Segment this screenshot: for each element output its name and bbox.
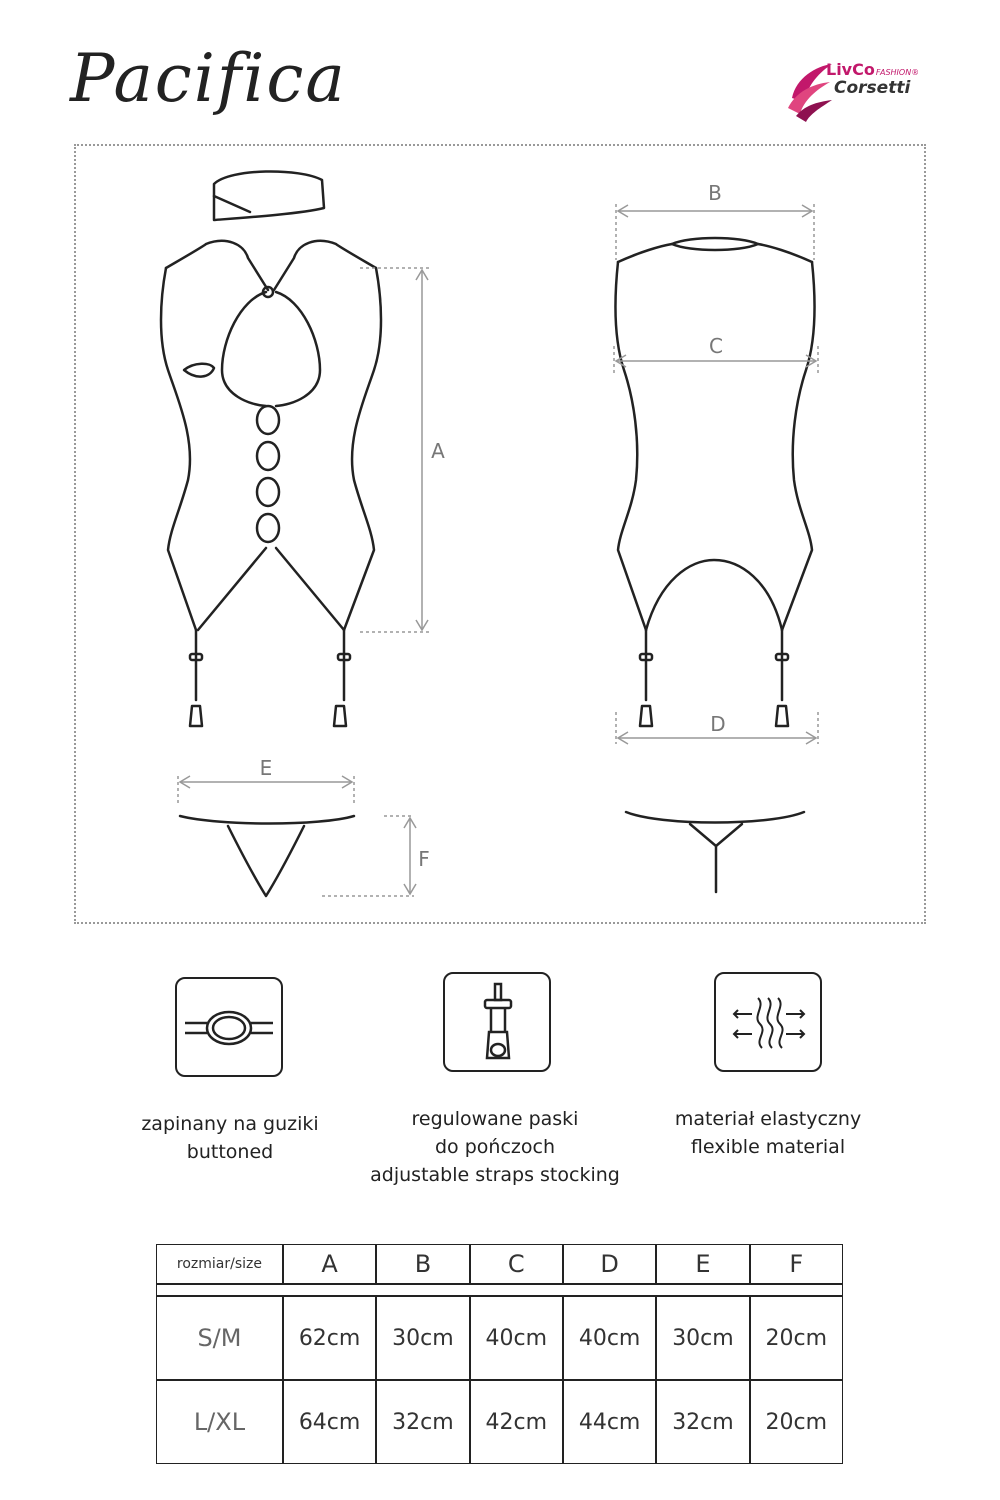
stretch-waves-icon (714, 972, 822, 1072)
size-label: L/XL (156, 1380, 283, 1464)
size-cell: 32cm (656, 1380, 749, 1464)
size-cell: 32cm (376, 1380, 469, 1464)
feature-flexible-material (648, 1105, 888, 1161)
front-thong-drawing (180, 816, 354, 896)
size-label: S/M (156, 1296, 283, 1380)
size-cell: 30cm (656, 1296, 749, 1380)
size-col-c: C (470, 1244, 563, 1284)
feature-buttoned-line-2: buttoned (186, 1141, 274, 1163)
brand-fashion: FASHION® (875, 68, 920, 77)
feature-straps-line-1: regulowane paski (411, 1108, 579, 1130)
dimension-label-e: E (259, 756, 273, 780)
size-table-header (156, 1244, 843, 1284)
back-thong-drawing (626, 812, 804, 892)
size-table-corner: rozmiar/size (156, 1244, 283, 1284)
feature-flexible-line-1: materiał elastyczny (674, 1108, 862, 1130)
dimension-a (360, 268, 430, 632)
size-col-a: A (283, 1244, 376, 1284)
feature-flexible-line-2: flexible material (690, 1136, 846, 1158)
size-cell: 20cm (750, 1380, 843, 1464)
size-cell: 20cm (750, 1296, 843, 1380)
size-col-d: D (563, 1244, 656, 1284)
strap-clip-icon (443, 972, 551, 1072)
size-col-f: F (750, 1244, 843, 1284)
size-cell: 40cm (563, 1296, 656, 1380)
brand-livco: LivCo (826, 60, 875, 79)
size-col-b: B (376, 1244, 469, 1284)
brand-name-bottom: Corsetti (834, 78, 911, 98)
size-col-e: E (656, 1244, 749, 1284)
size-cell: 40cm (470, 1296, 563, 1380)
dimension-e (178, 776, 354, 804)
dimension-f (322, 816, 416, 896)
product-title: Pacifica (70, 40, 347, 117)
dimension-label-d: D (710, 712, 726, 736)
size-table (156, 1244, 843, 1464)
feature-buttoned (110, 1110, 350, 1166)
feature-straps-line-3: adjustable straps stocking (370, 1164, 620, 1186)
size-cell: 30cm (376, 1296, 469, 1380)
back-bodysuit-drawing (616, 238, 815, 726)
dimension-label-b: B (708, 181, 722, 205)
button-clasp-icon (175, 977, 283, 1077)
front-bodysuit-drawing (161, 241, 381, 726)
size-cell: 44cm (563, 1380, 656, 1464)
dimension-label-c: C (709, 334, 723, 358)
size-row-sm (156, 1296, 843, 1380)
size-row-lxl (156, 1380, 843, 1464)
dimension-label-a: A (431, 439, 445, 463)
size-cell: 64cm (283, 1380, 376, 1464)
feature-adjustable-straps (350, 1105, 640, 1189)
size-cell: 42cm (470, 1380, 563, 1464)
feature-buttoned-line-1: zapinany na guziki (141, 1113, 319, 1135)
dimension-label-f: F (418, 847, 430, 871)
hat-drawing (214, 171, 324, 220)
feature-straps-line-2: do pończoch (435, 1136, 555, 1158)
size-cell: 62cm (283, 1296, 376, 1380)
